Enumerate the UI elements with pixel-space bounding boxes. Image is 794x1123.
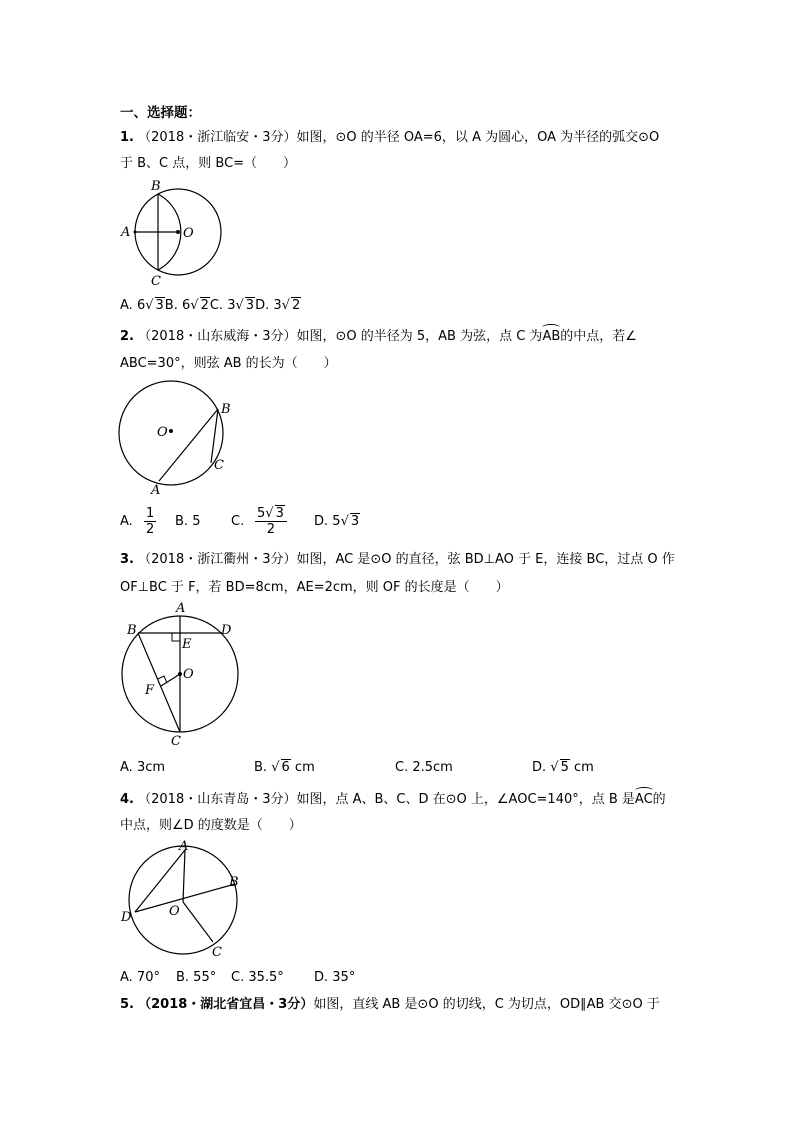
question-1-line-2: 于 B、C 点，则 BC=（ ） [120,156,297,171]
q1-label-o: O [183,226,194,241]
question-4-line-2: 中点，则∠D 的度数是（ ） [120,818,302,833]
q3-label-e: E [182,637,192,652]
q3-label-a: A [176,601,186,616]
q3-option-c[interactable]: C. 2.5cm [395,760,453,775]
q3-label-b: B [127,623,137,638]
q1-option-c[interactable]: C. 3√ 3 [209,298,255,313]
q4-label-a: A [179,839,189,854]
q2-label-a: A [151,483,161,498]
question-4-line-1: 4. （2018・山东青岛・3分）如图，点 A、B、C、D 在⊙O 上，∠AOC=140°，点 B 是AC的 [120,792,666,807]
question-1-options [120,298,301,313]
q4-label-c: C [212,945,222,960]
question-2-line-2: ABC=30°，则弦 AB 的长为（ ） [120,356,337,371]
question-3-figure [115,600,250,750]
arc-ac: AC [634,792,653,807]
q1-label-a: A [121,225,131,240]
question-3-line-2: OF⊥BC 于 F，若 BD=8cm，AE=2cm，则 OF 的长度是（ ） [120,580,509,595]
q1-option-d[interactable]: D. 3√ 2 [255,298,301,313]
question-4-number: 4. [120,792,134,807]
q2-label-c: C [214,458,224,473]
q4-label-o: O [169,904,180,919]
q3-option-d[interactable]: D. √ 5 cm [532,760,594,775]
question-3-line-1: 3. （2018・浙江衢州・3分）如图，AC 是⊙O 的直径，弦 BD⊥AO 于 E，连接 BC，过点 O 作 [120,552,675,567]
q1-label-c: C [151,274,161,289]
question-5-source: （2018・湖北省宜昌・3分） [138,997,314,1012]
question-5-number: 5. [120,997,134,1012]
q4-option-d[interactable]: D. 35° [314,970,356,985]
q3-label-o: O [183,667,194,682]
arc-ab: AB [542,329,561,344]
question-1-text-1: （2018・浙江临安・3分）如图，⊙O 的半径 OA=6，以 A 为圆心，OA 为半径的弧交⊙O [138,130,660,145]
q1-label-b: B [151,179,161,194]
q3-label-f: F [145,683,155,698]
q3-label-c: C [171,734,181,749]
q4-label-b: B [229,875,239,890]
q2-option-a[interactable]: A. [120,514,133,529]
q2-option-c-value: $\frac{5√ 3}{2}$ [255,506,287,537]
q4-option-a[interactable]: A. 70° [120,970,160,985]
question-4-figure [115,838,250,963]
q4-option-b[interactable]: B. 55° [176,970,217,985]
question-1-figure [110,175,240,290]
question-3-number: 3. [120,552,134,567]
question-1-number: 1. [120,130,134,145]
q1-option-b[interactable]: B. 6√ 2 [164,298,209,313]
question-1-line-1 [120,130,659,146]
q4-option-c[interactable]: C. 35.5° [231,970,284,985]
q3-option-a[interactable]: A. 3cm [120,760,166,775]
question-5-line-1: 5. （2018・湖北省宜昌・3分）如图，直线 AB 是⊙O 的切线，C 为切点，OD∥AB 交⊙O 于 [120,997,660,1012]
q2-option-c[interactable]: C. [231,514,245,529]
q2-label-b: B [221,402,231,417]
section-title: 一、选择题： [120,105,201,121]
q2-label-o: O [157,425,168,440]
q2-option-b[interactable]: B. 5 [175,514,201,529]
question-2-figure [115,378,245,498]
q4-label-d: D [121,910,132,925]
q1-option-a[interactable]: A. 6√ 3 [120,298,164,313]
question-2-line-1: 2. （2018・山东威海・3分）如图，⊙O 的半径为 5，AB 为弦，点 C 为AB的中点，若∠ [120,329,637,344]
q3-option-b[interactable]: B. √ 6 cm [254,760,315,775]
q2-option-a-value: $\frac{1}{2}$ [146,506,155,537]
q2-option-d[interactable]: D. 5√ 3 [314,514,360,529]
q3-label-d: D [221,623,232,638]
question-2-number: 2. [120,329,134,344]
